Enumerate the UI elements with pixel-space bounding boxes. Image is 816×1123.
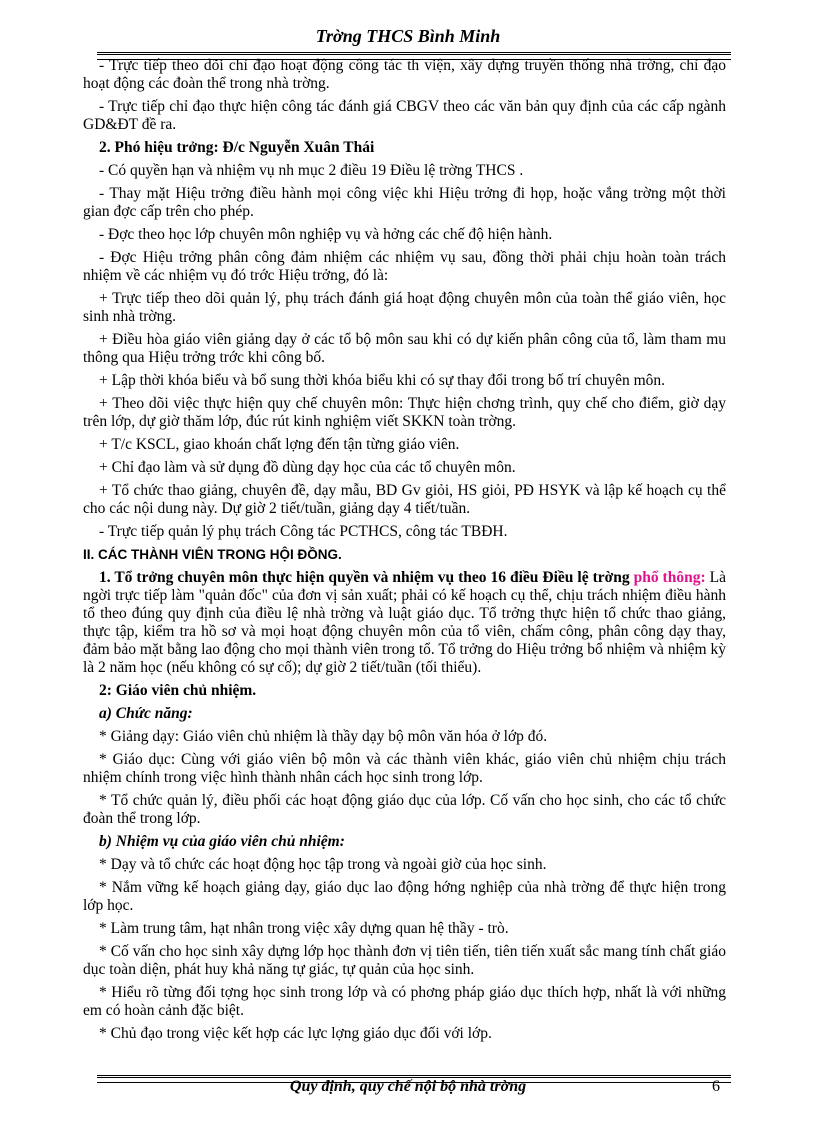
section-heading: 2. Phó hiệu trởng: Đ/c Nguyễn Xuân Thái [99,139,375,156]
page-header-title: Trờng THCS Bình Minh [315,26,501,46]
body-paragraph: - Trực tiếp theo dõi chỉ đạo hoạt động công tác th viện, xây dựng truyền thống nhà trờng, chỉ đạo hoạt động các đoàn thể trong nhà trờng. [83,57,726,92]
page-footer-title: Quy định, quy chế nội bộ nhà trờng [289,1078,527,1095]
sub-heading: a) Chức năng: [99,705,193,722]
body-paragraph: - Thay mặt Hiệu trởng điều hành mọi công việc khi Hiệu trởng đi họp, hoặc vắng trờng một thời gian đợc cấp trên cho phép. [83,185,726,220]
section-heading: 2: Giáo viên chủ nhiệm. [99,682,257,699]
body-paragraph: + Lập thời khóa biểu và bổ sung thời khóa biểu khi có sự thay đổi trong bố trí chuyên môn. [99,372,666,389]
body-paragraph: * Giảng dạy: Giáo viên chủ nhiệm là thầy dạy bộ môn văn hóa ở lớp đó. [99,728,548,745]
body-paragraph: - Trực tiếp chỉ đạo thực hiện công tác đánh giá CBGV theo các văn bản quy định của các cấp ngành GD&ĐT đề ra. [83,98,726,133]
page-number: 6 [712,1078,720,1095]
document-body [83,57,726,1048]
body-paragraph: * Tổ chức quản lý, điều phối các hoạt động giáo dục của lớp. Cố vấn cho học sinh, cho các tổ chức đoàn thể trong lớp. [83,792,726,827]
body-paragraph: * Hiểu rõ từng đối tợng học sinh trong lớp và có phơng pháp giáo dục thích hợp, nhất là với những em có hoàn cảnh đặc biệt. [83,984,726,1019]
body-paragraph: * Giáo dục: Cùng với giáo viên bộ môn và các thành viên khác, giáo viên chủ nhiệm chịu trách nhiệm chính trong việc hình thành nhân cách học sinh trong lớp. [83,751,726,786]
body-paragraph: + T/c KSCL, giao khoán chất lợng đến tận từng giáo viên. [99,436,460,453]
sub-heading: b) Nhiệm vụ của giáo viên chủ nhiệm: [99,833,345,850]
body-paragraph: * Làm trung tâm, hạt nhân trong việc xây dựng quan hệ thầy - trò. [99,920,509,937]
body-paragraph: * Cố vấn cho học sinh xây dựng lớp học thành đơn vị tiên tiến, tiên tiến xuất sắc mang tính chất giáo dục toàn diện, phát huy khả năng tự giác, tự quản của học sinh. [83,943,726,978]
part-heading: II. CÁC THÀNH VIÊN TRONG HỘI ĐỒNG. [83,547,342,562]
body-paragraph: * Nắm vững kế hoạch giảng dạy, giáo dục lao động hớng nghiệp của nhà trờng để thực hiện trong lớp học. [83,879,726,914]
body-paragraph: * Dạy và tổ chức các hoạt động học tập trong và ngoài giờ của học sinh. [99,856,547,873]
body-paragraph: + Chỉ đạo làm và sử dụng đồ dùng dạy học của các tổ chuyên môn. [99,459,516,476]
body-paragraph: + Tổ chức thao giảng, chuyên đề, dạy mẫu, BD Gv giỏi, HS giỏi, PĐ HSYK và lập kế hoạch cụ thể cho các nội dung này. Dự giờ 2 tiết/tuần, giảng dạy 4 tiết/tuần. [83,482,726,517]
body-paragraph: - Đợc Hiệu trởng phân công đảm nhiệm các nhiệm vụ sau, đồng thời phải chịu hoàn toàn trách nhiệm về các nhiệm vụ đó trớc Hiệu trởng, đó là: [83,249,726,284]
body-paragraph: + Điều hòa giáo viên giảng dạy ở các tổ bộ môn sau khi có dự kiến phân công của tổ, làm tham mu thông qua Hiệu trởng trớc khi công bố. [83,331,726,366]
body-paragraph: + Theo dõi việc thực hiện quy chế chuyên môn: Thực hiện chơng trình, quy chế cho điểm, giờ dạy trên lớp, dự giờ thăm lớp, đúc rút kinh nghiệm viết SKKN toàn trờng. [83,395,726,430]
body-paragraph: - Đợc theo học lớp chuyên môn nghiệp vụ và hởng các chế độ hiện hành. [99,226,553,243]
body-paragraph: + Trực tiếp theo dõi quản lý, phụ trách đánh giá hoạt động chuyên môn của toàn thể giáo viên, học sinh nhà trờng. [83,290,726,325]
body-paragraph: - Trực tiếp quản lý phụ trách Công tác PCTHCS, công tác TBĐH. [99,523,508,540]
body-paragraph: - Có quyền hạn và nhiệm vụ nh mục 2 điều 19 Điều lệ trờng THCS . [99,162,524,179]
rich-paragraph [83,569,726,677]
body-paragraph: * Chủ đạo trong việc kết hợp các lực lợng giáo dục đối với lớp. [99,1025,492,1042]
rich-paragraph-rest: Là ngời trực tiếp làm "quản đốc" của đơn vị sản xuất; phải có kế hoạch cụ thể, chịu trách nhiệm điều hành tổ theo đúng quy định của điều lệ nhà trờng và luật giáo dục. Tổ trởng thực hiện tổ chức thao giảng, thực tập, kiểm tra hồ sơ và mọi hoạt động chuyên môn của tổ viên, chấm công, phân công dạy thay, đảm bảo mặt bằng lao động cho mọi thành viên trong tổ. Tổ trởng do Hiệu trởng bổ nhiệm và nhiệm kỳ là 2 năm học (nếu không có sự cố); dự giờ 2 tiết/tuần (tối thiểu). [83,569,726,676]
rich-paragraph-pink: phổ thông: [633,569,706,586]
rich-paragraph-bold: 1. Tổ trởng chuyên môn thực hiện quyền và nhiệm vụ theo 16 điều Điều lệ trờng [99,569,634,586]
